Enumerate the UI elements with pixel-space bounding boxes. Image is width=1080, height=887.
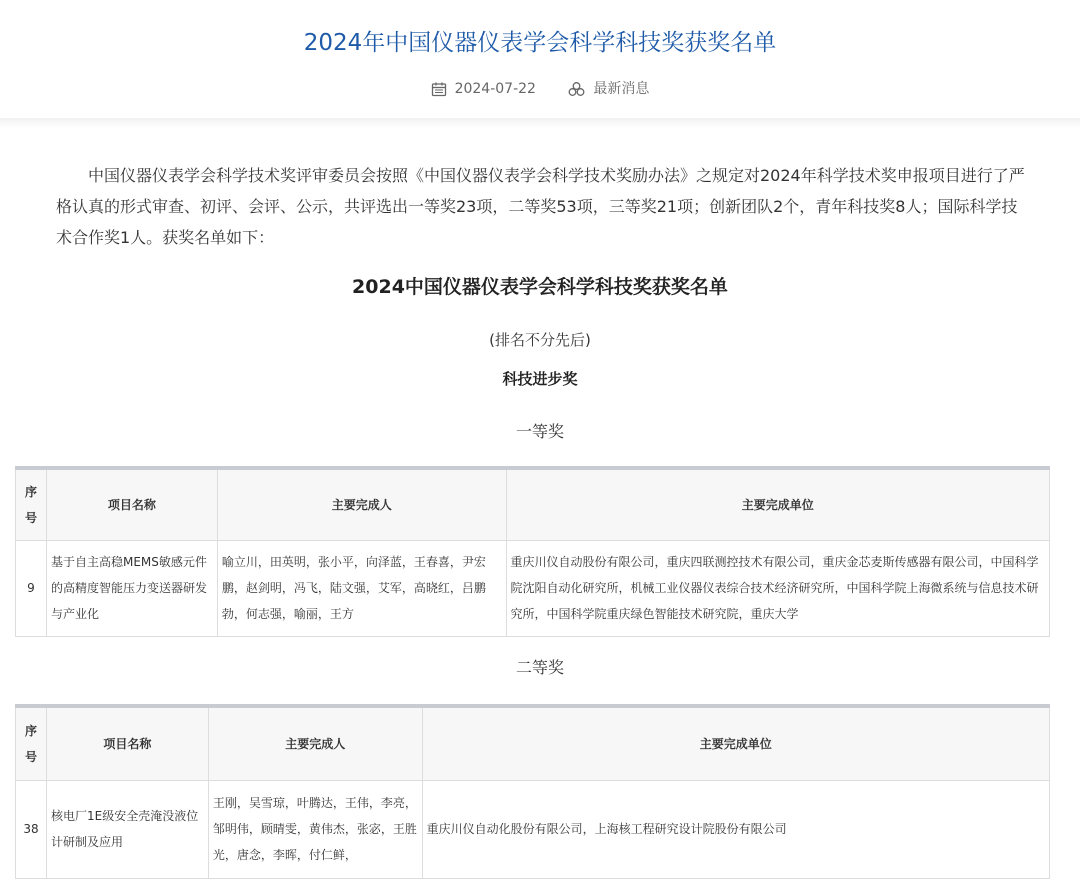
header-seq: 序号 (16, 706, 47, 780)
list-title: 2024中国仪器仪表学会科学科技奖获奖名单 (352, 276, 728, 298)
order-note: (排名不分先后) (489, 331, 591, 349)
row-people: 喻立川，田英明，张小平，向泽蓝，王春喜，尹宏鹏，赵剑明，冯飞，陆文强，艾军，高晓红，吕鹏勃，何志强，喻丽，王方 (217, 540, 506, 636)
header-people: 主要完成人 (217, 468, 506, 540)
header-units: 主要完成单位 (506, 468, 1049, 540)
row-seq: 9 (16, 540, 47, 636)
header-people: 主要完成人 (208, 706, 422, 780)
row-project: 基于自主高稳MEMS敏感元件的高精度智能压力变送器研发与产业化 (46, 540, 217, 636)
second-prize-label: 二等奖 (515, 658, 564, 677)
row-units: 重庆川仪自动股份有限公司，重庆四联测控技术有限公司，重庆金芯麦斯传感器有限公司，中国科学院沈阳自动化研究所，机械工业仪器仪表综合技术经济研究所，中国科学院上海微系统与信息技术研究所，中国科学院重庆绿色智能技术研究院，重庆大学 (506, 540, 1049, 636)
publish-date-text: 2024-07-22 (454, 81, 536, 97)
article-title: 2024年中国仪器仪表学会科学科技奖获奖名单 (303, 30, 777, 56)
intro-paragraph: 中国仪器仪表学会科学技术奖评审委员会按照《中国仪器仪表学会科学技术奖励办法》之规定对2024年科学技术奖申报项目进行了严格认真的形式审查、初评、会评、公示，共评选出一等奖23项，二等奖53项，三等奖21项；创新团队2个，青年科技奖8人；国际科学技术合作奖1人。获奖名单如下： (56, 166, 1025, 247)
header-project: 项目名称 (46, 468, 217, 540)
header-seq: 序号 (16, 468, 47, 540)
second-prize-table (15, 704, 1050, 879)
header-project: 项目名称 (46, 706, 208, 780)
row-seq: 38 (16, 780, 47, 878)
table-header-row (16, 706, 1050, 780)
header-units: 主要完成单位 (422, 706, 1049, 780)
row-units: 重庆川仪自动化股份有限公司，上海核工程研究设计院股份有限公司 (422, 780, 1049, 878)
row-people: 王刚，吴雪琼，叶腾达，王伟，李亮，邹明伟，顾晴雯，黄伟杰，张宓，王胜光，唐念，李晖，付仁鲜， (208, 780, 422, 878)
row-project: 核电厂1E级安全壳淹没液位计研制及应用 (46, 780, 208, 878)
table-row (16, 780, 1050, 878)
first-prize-label: 一等奖 (515, 422, 564, 441)
category-text[interactable]: 最新消息 (593, 81, 650, 97)
award-category: 科技进步奖 (502, 370, 578, 388)
